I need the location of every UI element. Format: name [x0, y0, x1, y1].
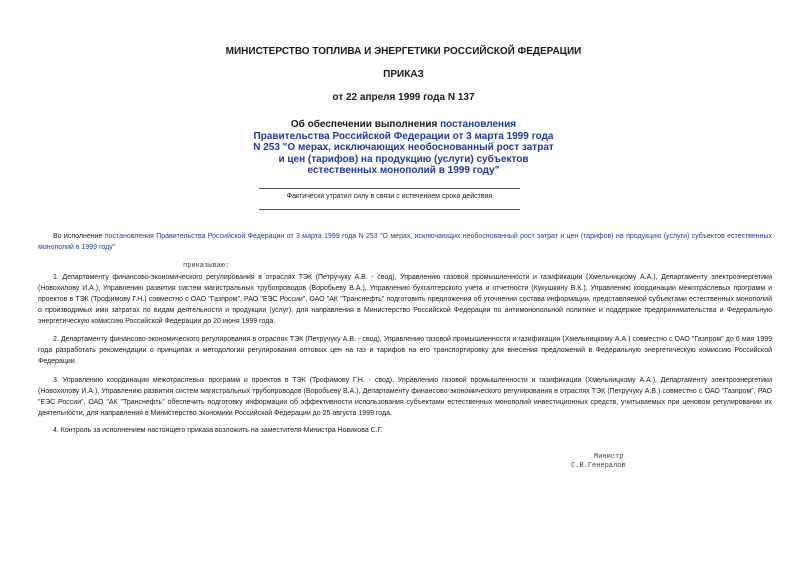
- preamble-paragraph: [38, 231, 772, 253]
- document-date-number: от 22 апреля 1999 года N 137: [332, 92, 475, 103]
- divider-bottom: [259, 209, 520, 210]
- title-line-1-text: Об обеспечении выполнения: [290, 119, 441, 130]
- title-decree-link[interactable]: постановления: [440, 119, 517, 130]
- title-line-2[interactable]: Правительства Российской Федерации от 3 марта 1999 года: [253, 130, 554, 142]
- document-type: ПРИКАЗ: [383, 69, 424, 80]
- item-2: 2. Департаменту финансово-экономического регулирования в отраслях ТЭК (Петручуку А.В. - свод), Управлению газовой промышленности и газификации (Хмельницкому А.А.) совместно с ОАО "Газпром" до 6 мая 1999 года разработать рекомендации о принципах и методологии регулирования оптовых цен на газ и тарифов на его транспортировку для внесения предложений в Федеральную энергетическую комиссию Российской Федерации.: [38, 336, 772, 365]
- title-line-1: [0, 119, 807, 131]
- item-1: 1. Департаменту финансово-экономического регулирования в отраслях ТЭК (Петручуку А.В. - свод), Управлению газовой промышленности и газификации (Хмельницкому А.А.), Департаменту электроэнергетики (Новохилову И.А.), Управлению развития систем магистральных трубопроводов (Воробьеву В.А.), Управлению бухгалтерского учета и отчетности (Кукушкину В.К.), Управлению координации межотраслевых программ и проектов в ТЭК (Трофимову Г.Н.) совместно с ОАО "Газпром", РАО "ЕЭС России", ОАО "АК "Транснефть" подготовить предложения об уточнении состава информации, представляемой субъектами естественных монополий о производимых ими затратах по видам деятельности и продукции (услуг), для направления в Министерство Российской Федерации по антимонопольной политике и поддержке предпринимательства и Федеральную энергетическую комиссию Российской Федерации до 20 июня 1999 года.: [38, 274, 772, 325]
- title-line-4[interactable]: и цен (тарифов) на продукцию (услуги) субъектов: [278, 153, 529, 165]
- orders-word: приказываю:: [183, 262, 230, 270]
- status-note: Фактически утратил силу в связи с истечением срока действия: [286, 193, 493, 200]
- signature-name: С.В.Генералов: [571, 462, 626, 470]
- item-4: 4. Контроль за исполнением настоящего приказа возложить на заместителя Министра Новикова С.Г.: [53, 427, 383, 434]
- signature-position: Министр: [594, 453, 624, 461]
- preamble-decree-link[interactable]: постановления Правительства Российской Федерации от 3 марта 1999 года N 253 "О мерах, исключающих необоснованный рост затрат и цен (тарифов) на продукцию (услуги) субъектов естественных монополий в 1999 году": [38, 233, 772, 251]
- ministry-header: МИНИСТЕРСТВО ТОПЛИВА И ЭНЕРГЕТИКИ РОССИЙСКОЙ ФЕДЕРАЦИИ: [225, 46, 582, 57]
- title-line-5[interactable]: естественных монополий в 1999 году": [307, 165, 500, 176]
- item-3: 3. Управлению координации межотраслевых программ и проектов в ТЭК (Трофимову Г.Н. - свод), Управлению газовой промышленности и газификации (Хмельницкому А.А.), Департаменту электроэнергетики (Новохилову И.А.), Управлению развития систем магистральных трубопроводов (Воробьеву В.А.), Департаменту финансово-экономического регулирования в отраслях ТЭК (Петручуку А.В.) совместно с ОАО "Газпром", РАО "ЕЭС России", ОАО "АК "Транснефть" обеспечить подготовку информации об эффективности использования субъектами естественных монополий инвестиционных средств, учитываемых при ценовом регулировании их деятельности, для направления в Министерство экономики Российской Федерации до 25 августа 1999 года.: [38, 377, 772, 417]
- document-title: [0, 119, 807, 177]
- title-line-3[interactable]: N 253 "О мерах, исключающих необоснованный рост затрат: [253, 142, 554, 153]
- preamble-lead: Во исполнение: [53, 233, 105, 240]
- divider-top: [259, 188, 520, 189]
